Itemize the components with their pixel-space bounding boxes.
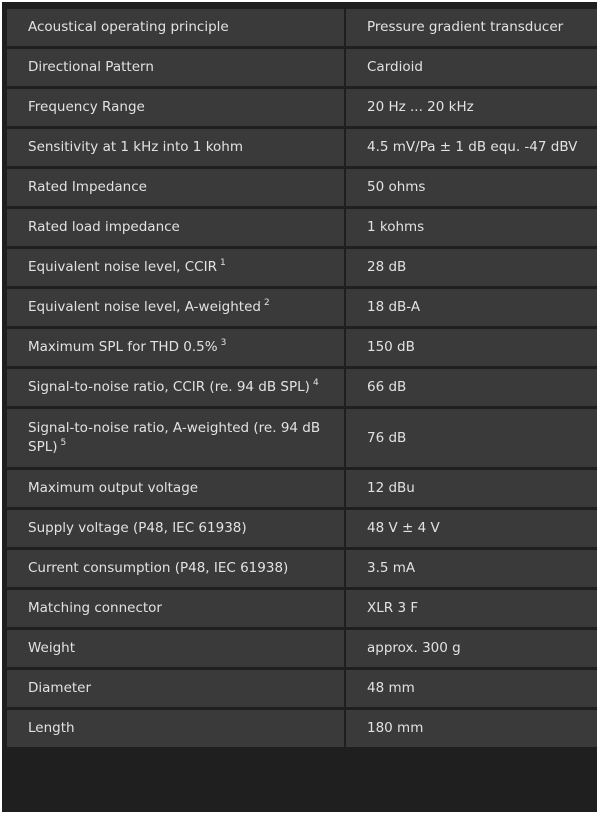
spec-value: 48 V ± 4 V — [346, 510, 597, 550]
table-row — [7, 710, 597, 750]
spec-label: Frequency Range — [7, 89, 346, 129]
spec-label: Sensitivity at 1 kHz into 1 kohm — [7, 129, 346, 169]
table-row — [7, 590, 597, 630]
spec-value: 1 kohms — [346, 209, 597, 249]
table-row — [7, 49, 597, 89]
table-row — [7, 89, 597, 129]
footnote-marker: 5 — [60, 437, 67, 448]
spec-label: Equivalent noise level, A-weighted $^2$ — [7, 289, 346, 329]
specifications-table — [7, 9, 597, 750]
spec-value: 48 mm — [346, 670, 597, 710]
spec-label: Diameter — [7, 670, 346, 710]
table-row — [7, 129, 597, 169]
table-row — [7, 169, 597, 209]
spec-value: 76 dB — [346, 409, 597, 470]
spec-label: Weight — [7, 630, 346, 670]
spec-value: 4.5 mV/Pa ± 1 dB equ. -47 dBV — [346, 129, 597, 169]
spec-label: Current consumption (P48, IEC 61938) — [7, 550, 346, 590]
spec-value: 20 Hz ... 20 kHz — [346, 89, 597, 129]
spec-label: Rated Impedance — [7, 169, 346, 209]
spec-label: Signal-to-noise ratio, CCIR (re. 94 dB SPL) $^4$ — [7, 369, 346, 409]
spec-label: Rated load impedance — [7, 209, 346, 249]
spec-value: 28 dB — [346, 249, 597, 289]
spec-label: Supply voltage (P48, IEC 61938) — [7, 510, 346, 550]
table-row — [7, 329, 597, 369]
spec-label: Maximum SPL for THD 0.5% $^3$ — [7, 329, 346, 369]
table-row — [7, 409, 597, 470]
table-row — [7, 510, 597, 550]
spec-label: Signal-to-noise ratio, A-weighted (re. 94 dB SPL) $^5$ — [7, 409, 346, 470]
spec-value: XLR 3 F — [346, 590, 597, 630]
spec-label: Matching connector — [7, 590, 346, 630]
spec-value: 3.5 mA — [346, 550, 597, 590]
footnote-marker: 4 — [312, 377, 319, 388]
specifications-body — [7, 9, 597, 750]
table-row — [7, 289, 597, 329]
spec-label: Length — [7, 710, 346, 750]
spec-value: 66 dB — [346, 369, 597, 409]
table-row — [7, 470, 597, 510]
table-row — [7, 249, 597, 289]
table-row — [7, 9, 597, 49]
spec-label: Equivalent noise level, CCIR $^1$ — [7, 249, 346, 289]
table-row — [7, 550, 597, 590]
spec-label: Directional Pattern — [7, 49, 346, 89]
spec-value: 50 ohms — [346, 169, 597, 209]
spec-label: Acoustical operating principle — [7, 9, 346, 49]
table-row — [7, 369, 597, 409]
spec-value: 180 mm — [346, 710, 597, 750]
footnote-marker: 2 — [263, 297, 270, 308]
spec-value: 150 dB — [346, 329, 597, 369]
table-row — [7, 670, 597, 710]
spec-value: Cardioid — [346, 49, 597, 89]
footnote-marker: 1 — [219, 257, 226, 268]
spec-table-frame — [2, 2, 597, 812]
table-row — [7, 209, 597, 249]
spec-value: 12 dBu — [346, 470, 597, 510]
spec-value: approx. 300 g — [346, 630, 597, 670]
footnote-marker: 3 — [220, 337, 227, 348]
table-row — [7, 630, 597, 670]
spec-label: Maximum output voltage — [7, 470, 346, 510]
spec-value: 18 dB-A — [346, 289, 597, 329]
spec-value: Pressure gradient transducer — [346, 9, 597, 49]
